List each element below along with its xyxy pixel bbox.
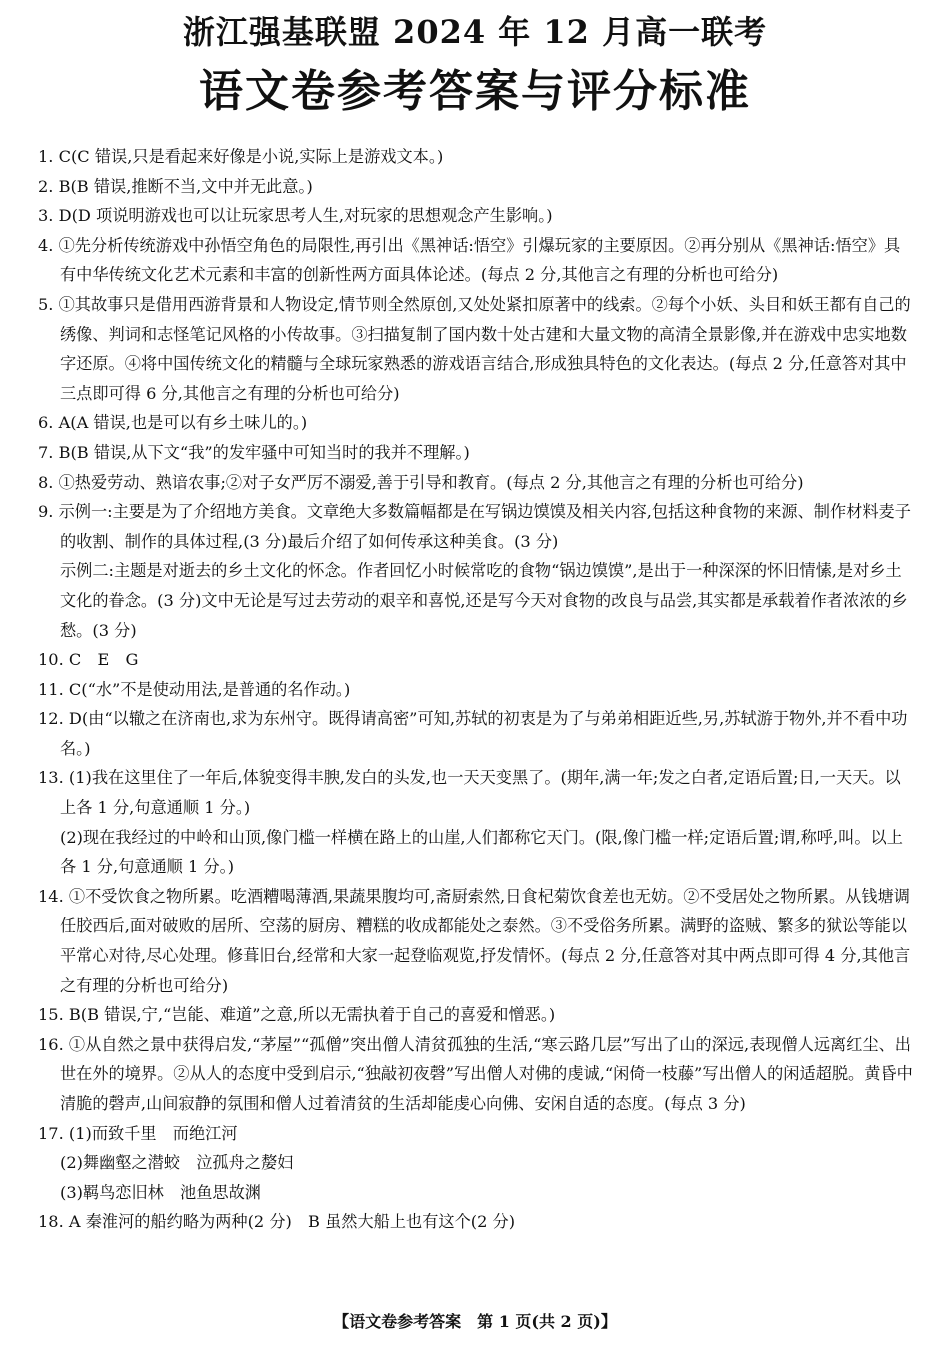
answer-q16: 16. ①从自然之景中获得启发,“茅屋”“孤僧”突出僧人清贫孤独的生活,“寒云路几层”写出了山的深远,表现僧人远离红尘、出世在外的境界。②从人的态度中受到启示,“独敲初夜磬”写出僧人对佛的虔诚,“闲倚一枝藤”写出僧人的闲适超脱。黄昏中清脆的磬声,山间寂静的氛围和僧人过着清贫的生活却能虔心向佛、安闲自适的态度。(每点 3 分)	[38, 1034, 913, 1113]
answer-q8: 8. ①热爱劳动、熟谙农事;②对子女严厉不溺爱,善于引导和教育。(每点 2 分,其他言之有理的分析也可给分)	[38, 472, 804, 492]
page-footer	[0, 1310, 950, 1334]
answer-q14: 14. ①不受饮食之物所累。吃酒糟喝薄酒,果蔬果腹均可,斋厨索然,日食杞菊饮食差也无妨。②不受居处之物所累。从钱塘调任胶西后,面对破败的居所、空荡的厨房、糟糕的收成都能处之泰然。③不受俗务所累。满野的盗贼、繁多的狱讼等能以平常心对待,尽心处理。修葺旧台,经常和大家一起登临观览,抒发情怀。(每点 2 分,任意答对其中两点即可得 4 分,其他言之有理的分析也可给分)	[38, 886, 911, 995]
answer-q4: 4. ①先分析传统游戏中孙悟空角色的局限性,再引出《黑神话:悟空》引爆玩家的主要原因。②再分别从《黑神话:悟空》具有中华传统文化艺术元素和丰富的创新性两方面具体论述。(每点 2 分,其他言之有理的分析也可给分)	[38, 235, 901, 285]
answer-q15: 15. B(B 错误,宁,“岂能、难道”之意,所以无需执着于自己的喜爱和憎恶。)	[38, 1005, 556, 1025]
answer-q2: 2. B(B 错误,推断不当,文中并无此意。)	[38, 176, 313, 196]
answer-q1: 1. C(C 错误,只是看起来好像是小说,实际上是游戏文本。)	[38, 147, 444, 166]
answer-q13-part2: (2)现在我经过的中岭和山顶,像门槛一样横在路上的山崖,人们都称它天门。(限,像门槛一样;定语后置;谓,称呼,叫。以上各 1 分,句意通顺 1 分。)	[60, 827, 903, 877]
answer-q10: 10. C E G	[38, 650, 139, 670]
answer-q3: 3. D(D 项说明游戏也可以让玩家思考人生,对玩家的思想观念产生影响。)	[38, 206, 553, 226]
answer-q18: 18. A 秦淮河的船约略为两种(2 分) B 虽然大船上也有这个(2 分)	[38, 1212, 516, 1232]
answer-q6: 6. A(A 错误,也是可以有乡土味儿的。)	[38, 413, 308, 433]
footer-label: 【语文卷参考答案 第 1 页(共 2 页)】	[333, 1312, 617, 1331]
document-subtitle: 语文卷参考答案与评分标准	[199, 66, 751, 117]
answer-list	[38, 142, 914, 1237]
answer-q7: 7. B(B 错误,从下文“我”的发牢骚中可知当时的我并不理解。)	[38, 442, 470, 462]
answer-q11: 11. C(“水”不是使动用法,是普通的名作动。)	[38, 679, 351, 699]
answer-q9-example2: 示例二:主题是对逝去的乡土文化的怀念。作者回忆小时候常吃的食物“锅边馍馍”,是出于一种深深的怀旧情愫,是对乡土文化的眷念。(3 分)文中无论是写过去劳动的艰辛和喜悦,还是写今天对食物的改良与品尝,其实都是承载着作者浓浓的乡愁。(3 分)	[60, 561, 908, 640]
answer-q5: 5. ①其故事只是借用西游背景和人物设定,情节则全然原创,又处处紧扣原著中的线索。②每个小妖、头目和妖王都有自己的绣像、判词和志怪笔记风格的小传故事。③扫描复制了国内数十处古建和大量文物的高清全景影像,并在游戏中忠实地数字还原。④将中国传统文化的精髓与全球玩家熟悉的游戏语言结合,形成独具特色的文化表达。(每点 2 分,任意答对其中三点即可得 6 分,其他言之有理的分析也可给分)	[38, 294, 911, 403]
answer-q17-part2: (2)舞幽壑之潜蛟 泣孤舟之嫠妇	[60, 1153, 294, 1173]
document-title: 浙江强基联盟 2024 年 12 月高一联考	[182, 13, 768, 51]
answer-q17-part3: (3)羁鸟恋旧林 池鱼思故渊	[60, 1182, 261, 1202]
answer-q17-part1: 17. (1)而致千里 而绝江河	[38, 1123, 238, 1143]
answer-q13-part1: 13. (1)我在这里住了一年后,体貌变得丰腴,发白的头发,也一天天变黑了。(期年,满一年;发之白者,定语后置;日,一天天。以上各 1 分,句意通顺 1 分。)	[38, 768, 901, 818]
answer-q9-example1: 9. 示例一:主要是为了介绍地方美食。文章绝大多数篇幅都是在写锅边馍馍及相关内容,包括这种食物的来源、制作材料麦子的收割、制作的具体过程,(3 分)最后介绍了如何传承这种美食。(3 分)	[38, 502, 911, 551]
answer-q12: 12. D(由“以辙之在济南也,求为东州守。既得请高密”可知,苏轼的初衷是为了与弟弟相距近些,另,苏轼游于物外,并不看中功名。)	[38, 709, 908, 758]
